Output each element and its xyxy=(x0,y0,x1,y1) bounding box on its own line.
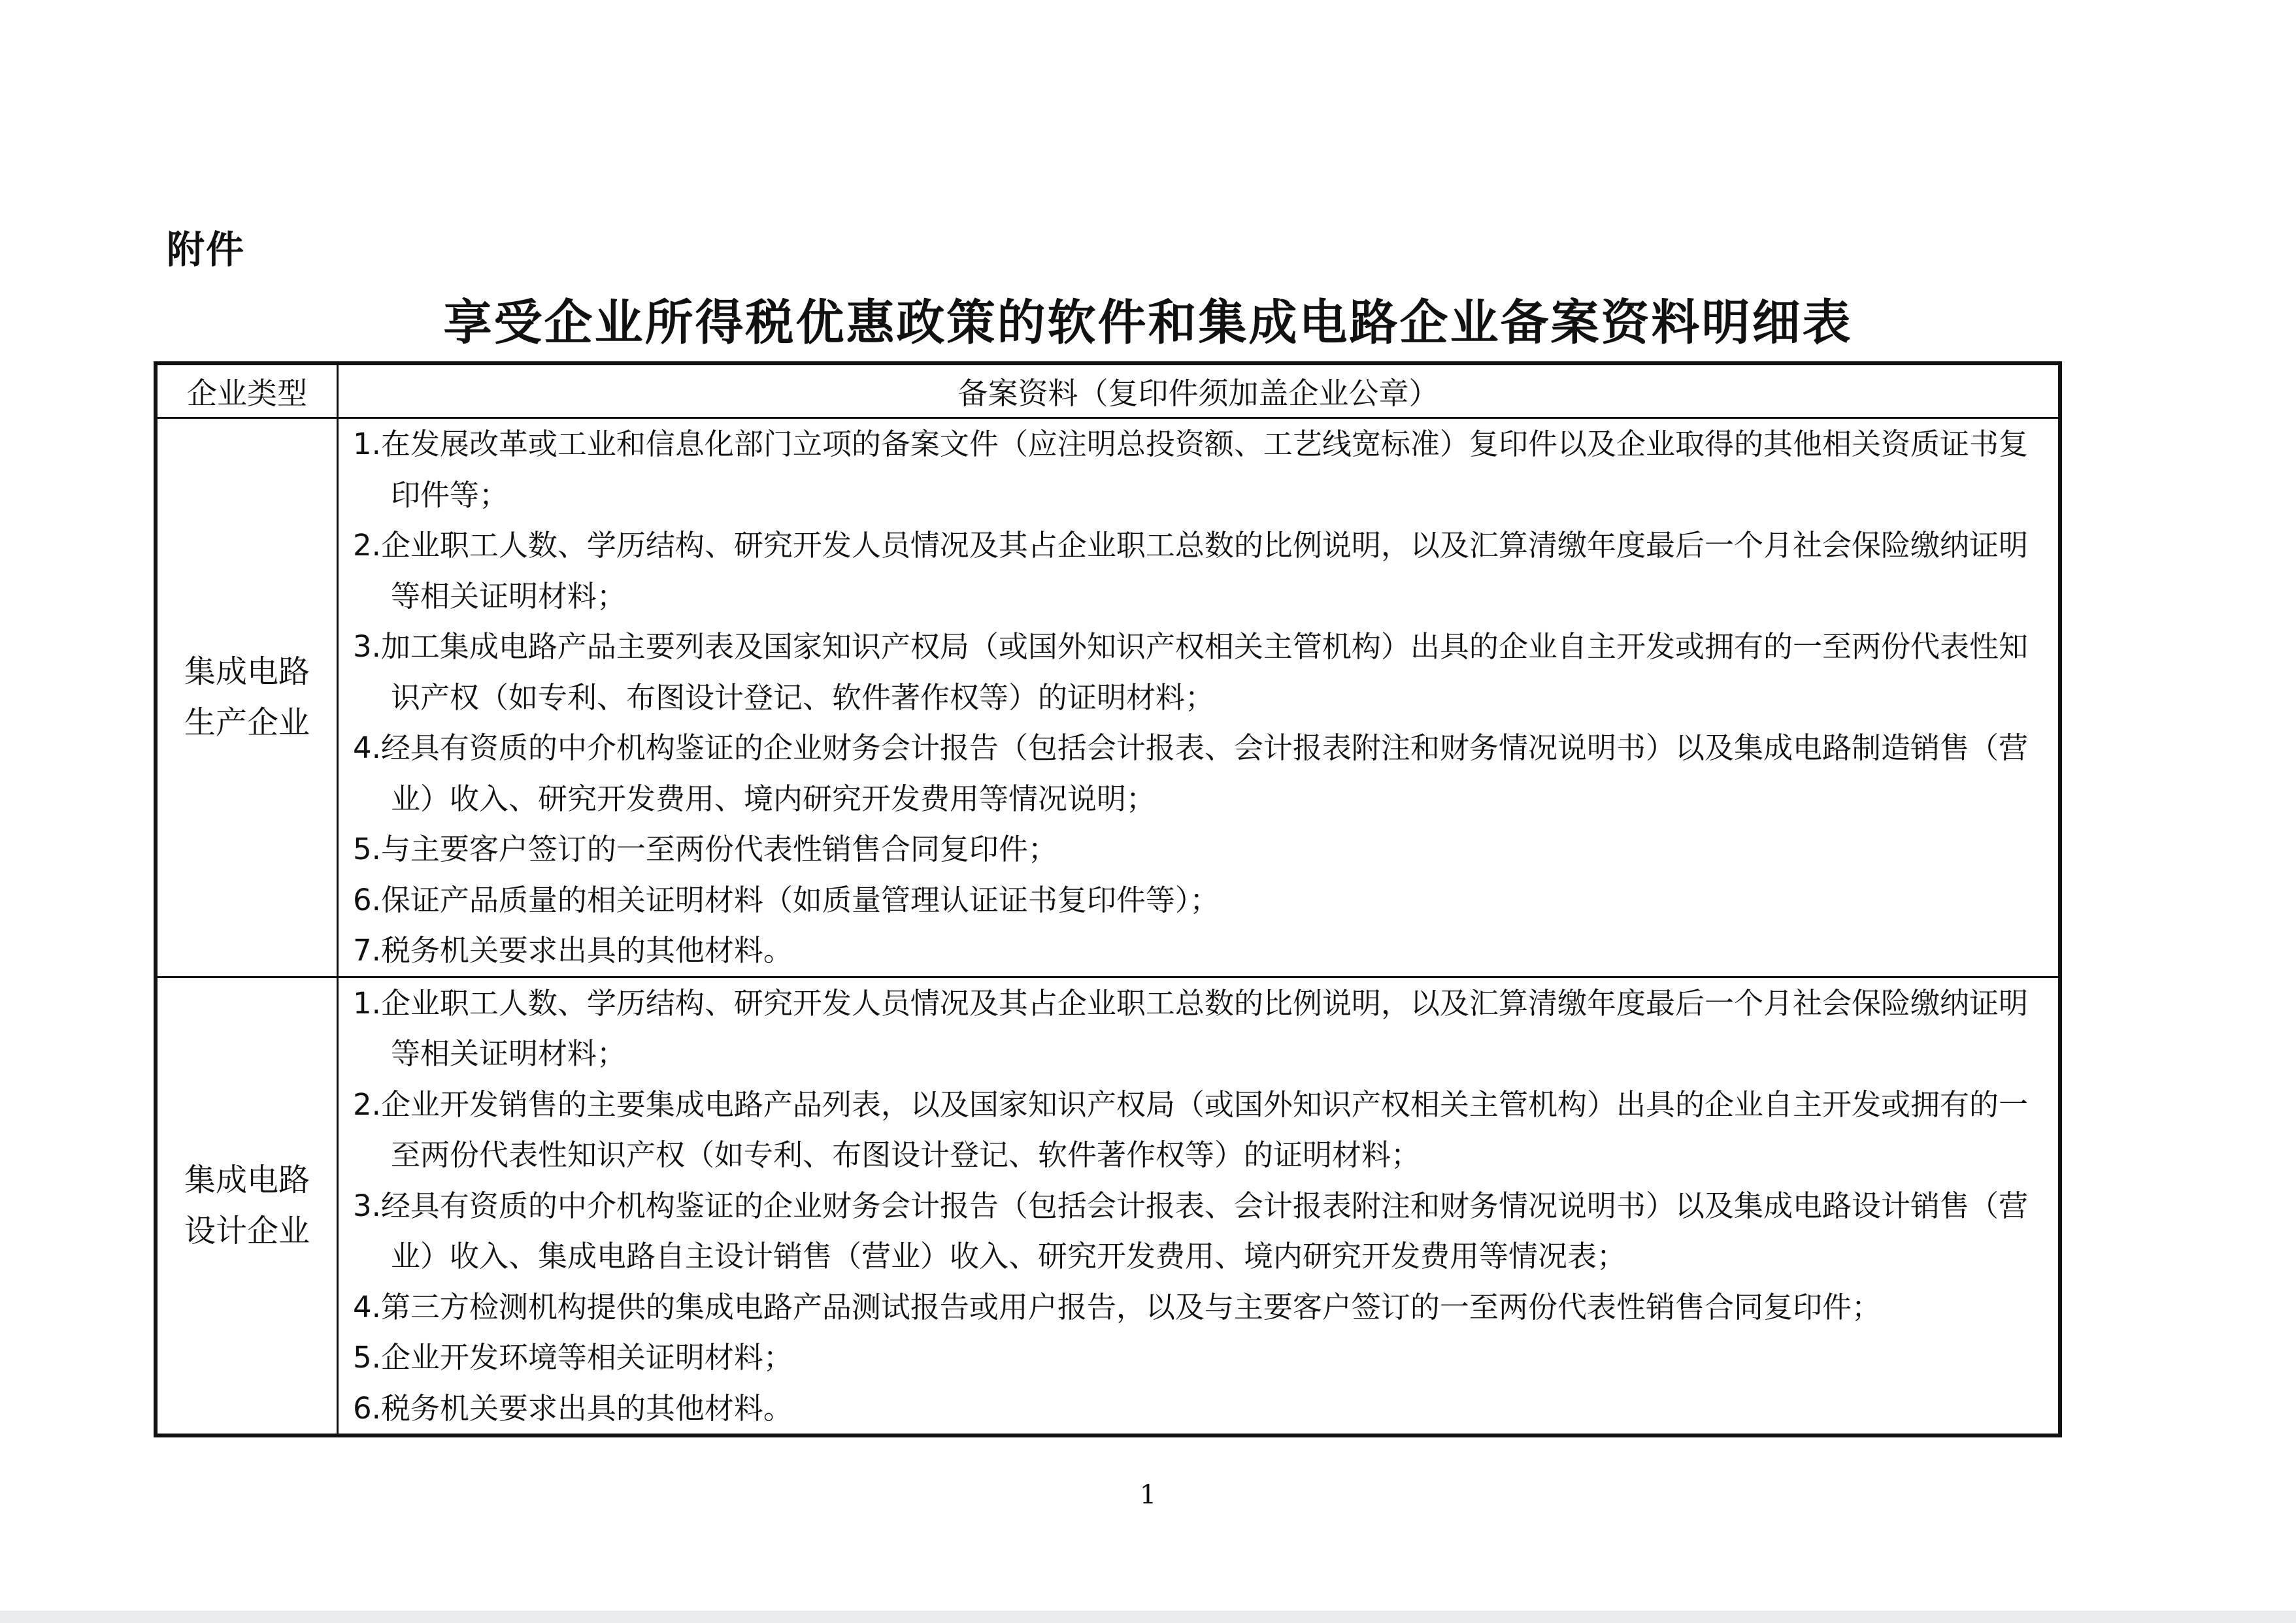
materials-list xyxy=(353,419,2048,976)
list-item: 1.在发展改革或工业和信息化部门立项的备案文件（应注明总投资额、工艺线宽标准）复印件以及企业取得的其他相关资质证书复印件等； xyxy=(353,427,2028,512)
list-item: 6.保证产品质量的相关证明材料（如质量管理认证证书复印件等）； xyxy=(353,882,1220,917)
enterprise-type-cell xyxy=(156,418,338,977)
list-item: 3.加工集成电路产品主要列表及国家知识产权局（或国外知识产权相关主管机构）出具的企业自主开发或拥有的一至两份代表性知识产权（如专利、布图设计登记、软件著作权等）的证明材料； xyxy=(353,629,2028,715)
list-item: 5.企业开发环境等相关证明材料； xyxy=(353,1340,793,1375)
list-item: 3.经具有资质的中介机构鉴证的企业财务会计报告（包括会计报表、会计报表附注和财务情况说明书）以及集成电路设计销售（营业）收入、集成电路自主设计销售（营业）收入、研究开发费用、境内研究开发费用等情况表； xyxy=(353,1188,2028,1273)
header-enterprise-type: 企业类型 xyxy=(156,363,338,418)
attachment-label: 附件 xyxy=(167,227,246,272)
table-header-row xyxy=(156,363,2060,418)
header-filing-materials: 备案资料（复印件须加盖企业公章） xyxy=(338,363,2061,418)
list-item: 6.税务机关要求出具的其他材料。 xyxy=(353,1390,793,1426)
document-title: 享受企业所得税优惠政策的软件和集成电路企业备案资料明细表 xyxy=(443,295,1853,351)
list-item: 5.与主要客户签订的一至两份代表性销售合同复印件； xyxy=(353,832,1057,866)
materials-cell xyxy=(338,418,2061,977)
materials-cell xyxy=(338,977,2061,1435)
enterprise-type-cell xyxy=(156,977,338,1435)
filing-materials-table xyxy=(154,361,2062,1437)
list-item: 2.企业开发销售的主要集成电路产品列表，以及国家知识产权局（或国外知识产权相关主管机构）出具的企业自主开发或拥有的一至两份代表性知识产权（如专利、布图设计登记、软件著作权等）的证明材料； xyxy=(353,1087,2028,1172)
table-row xyxy=(156,418,2060,977)
list-item: 7.税务机关要求出具的其他材料。 xyxy=(353,933,793,968)
list-item: 4.第三方检测机构提供的集成电路产品测试报告或用户报告，以及与主要客户签订的一至两份代表性销售合同复印件； xyxy=(353,1289,1881,1324)
materials-list xyxy=(353,978,2048,1434)
list-item: 2.企业职工人数、学历结构、研究开发人员情况及其占企业职工总数的比例说明，以及汇算清缴年度最后一个月社会保险缴纳证明等相关证明材料； xyxy=(353,528,2028,614)
enterprise-type-line: 集成电路 xyxy=(184,653,310,691)
enterprise-type-line: 生产企业 xyxy=(184,704,310,742)
page-number: 1 xyxy=(1139,1480,1157,1510)
table-row xyxy=(156,977,2060,1435)
list-item: 1.企业职工人数、学历结构、研究开发人员情况及其占企业职工总数的比例说明，以及汇算清缴年度最后一个月社会保险缴纳证明等相关证明材料； xyxy=(353,985,2028,1071)
scan-edge-strip xyxy=(0,1611,2296,1623)
list-item: 4.经具有资质的中介机构鉴证的企业财务会计报告（包括会计报表、会计报表附注和财务情况说明书）以及集成电路制造销售（营业）收入、研究开发费用、境内研究开发费用等情况说明； xyxy=(353,730,2028,816)
enterprise-type-line: 设计企业 xyxy=(184,1213,310,1250)
enterprise-type-line: 集成电路 xyxy=(184,1162,310,1199)
